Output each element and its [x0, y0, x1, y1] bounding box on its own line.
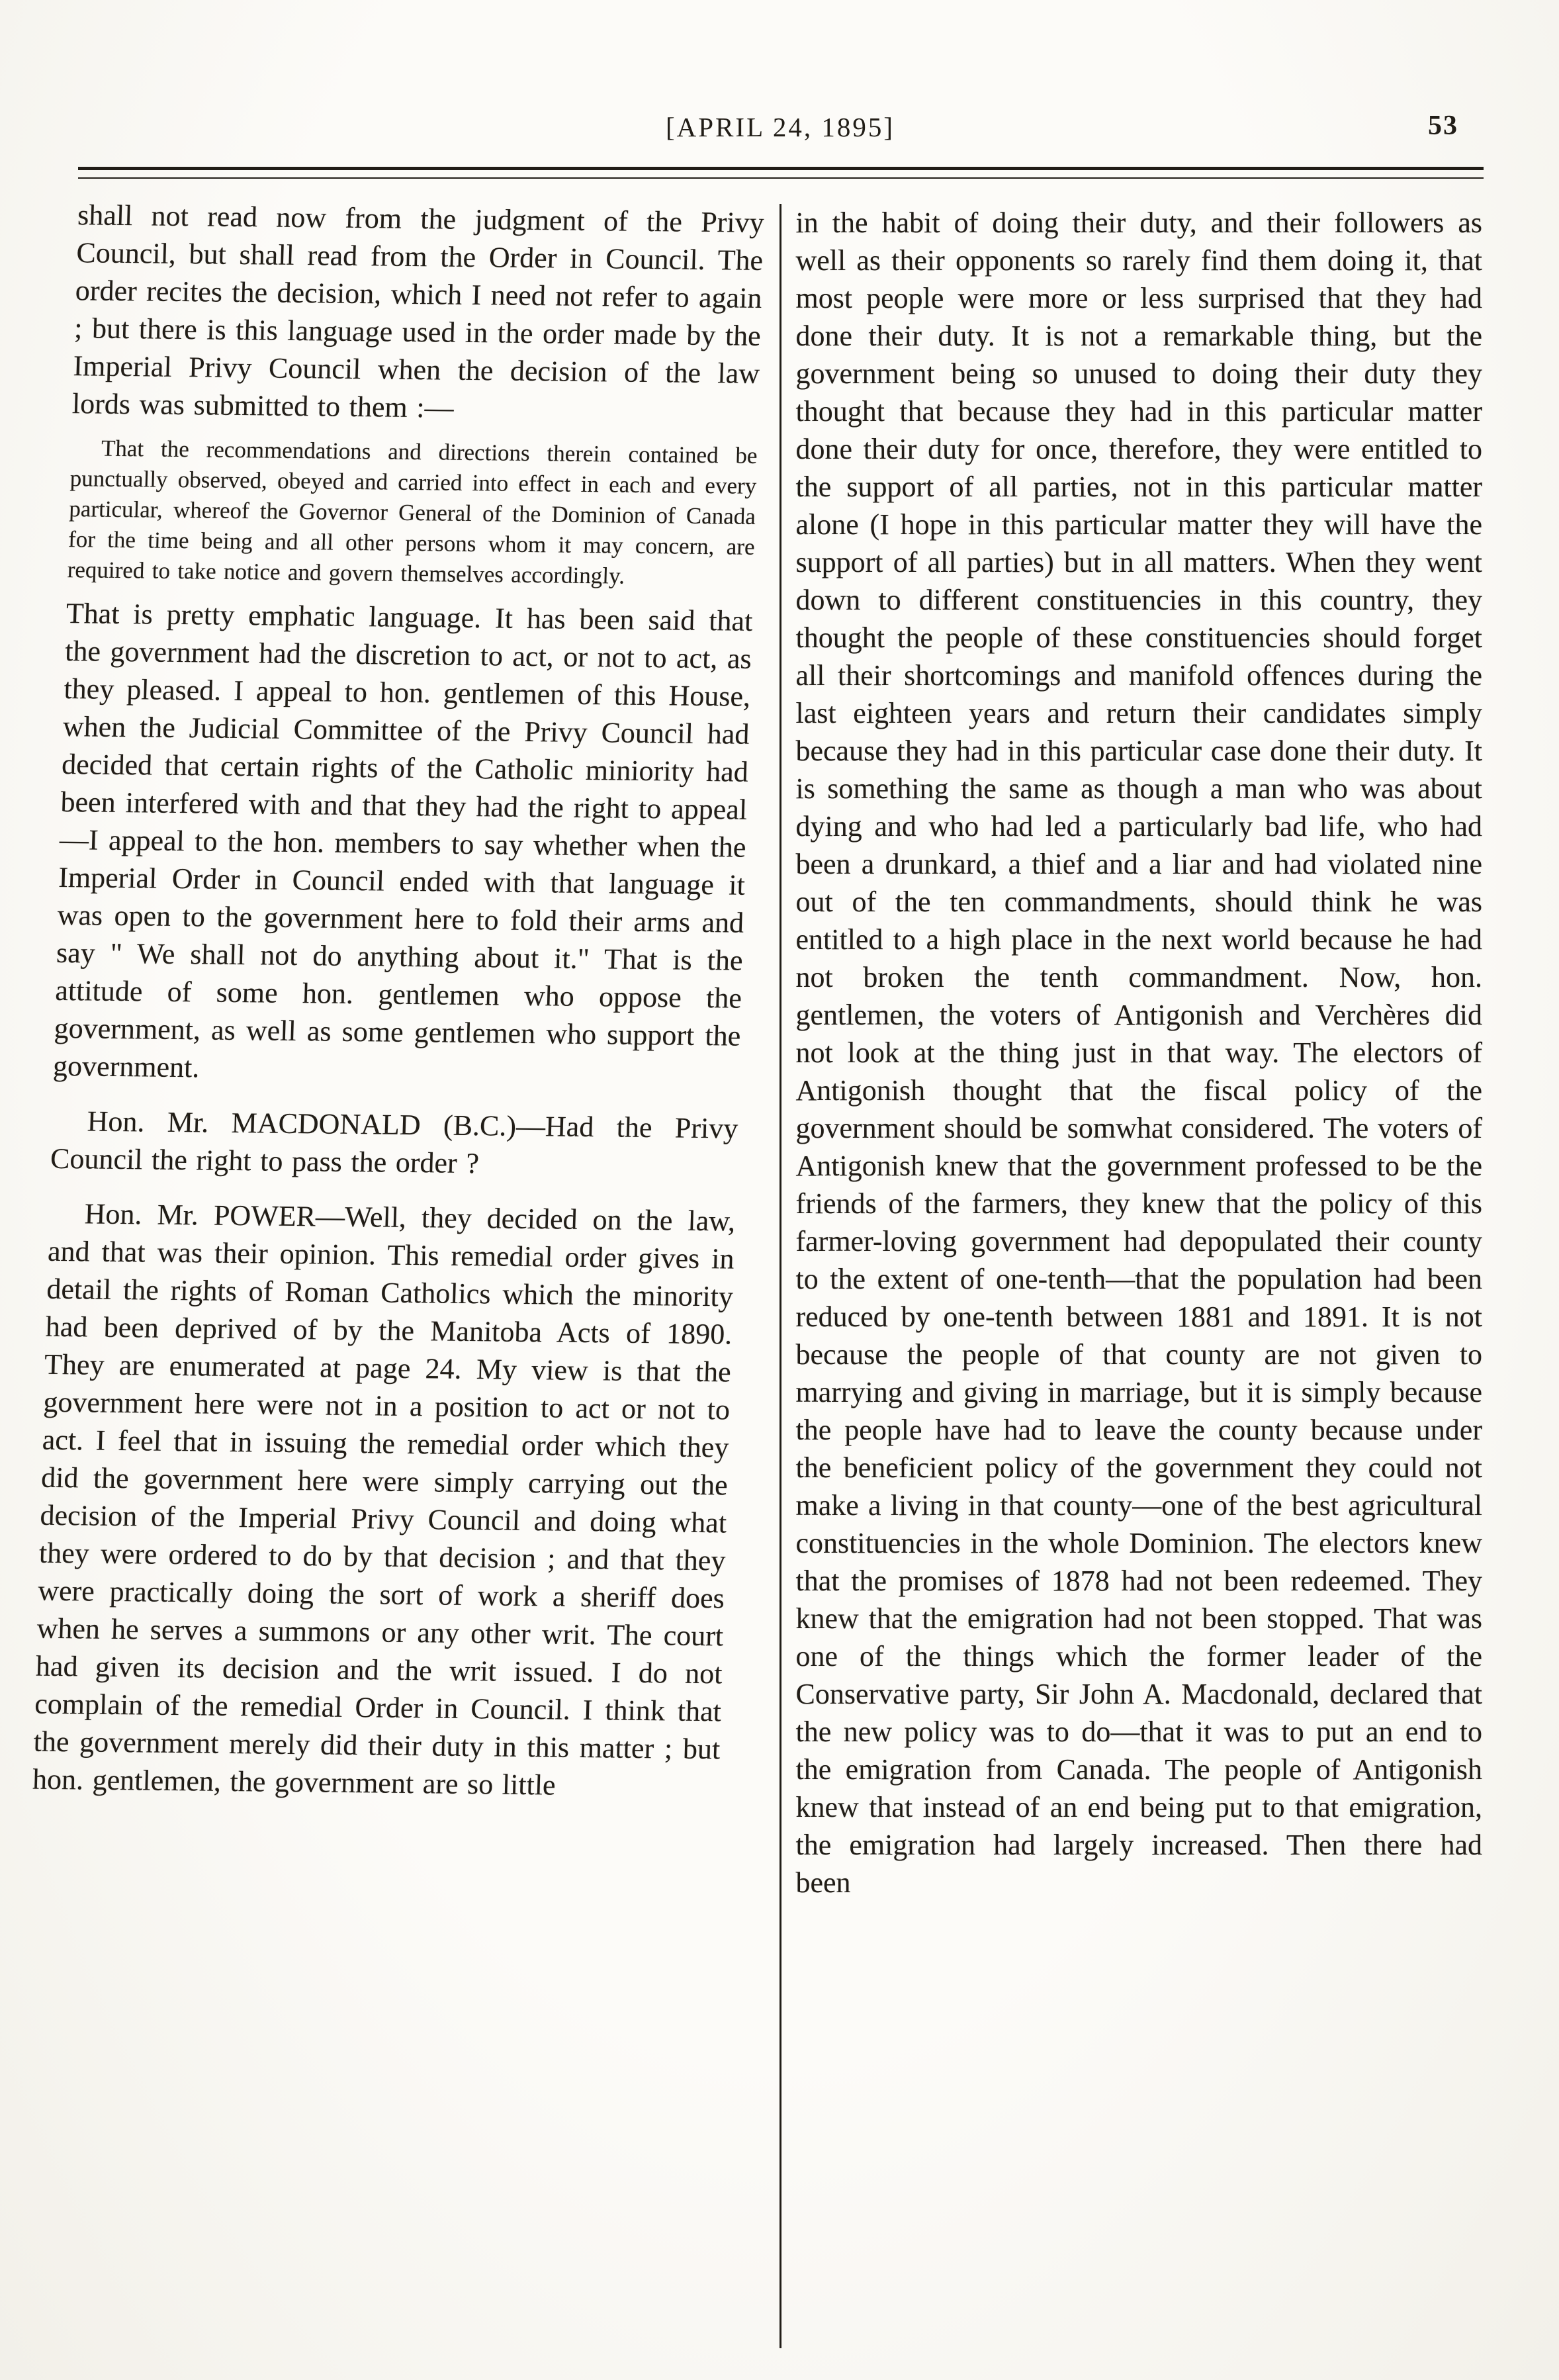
- header-rule-thin: [78, 177, 1484, 179]
- blockquote-order-in-council: That the recommendations and directions therein contained be punctually observed, obeyed and carried into effect in each and every particular, whereof the Governor General of the Dominion of Canada for the time being and all other persons whom it may concern, are required to take notice and govern themselves accordingly.: [67, 435, 758, 589]
- paragraph-body: That is pretty emphatic language. It has been said that the government had the discretion to act, or not to act, as they pleased. I appeal to hon. gentlemen of this House, when the Judicial Committee of the Privy Council had decided that certain rights of the Catholic miniority had been interfered with and that they had the right to appeal —I appeal to the hon. members to say whether when the Imperial Order in Council ended with that language it was open to the government here to fold their arms and say " We shall not do anything about it." That is the attitude of some hon. gentlemen who oppose the government, as well as some gentlemen who support the government.: [52, 597, 754, 1084]
- page-header: [78, 111, 1482, 152]
- page-number: 53: [1428, 111, 1458, 141]
- speech-power: Hon. Mr. POWER—Well, they decided on the law, and that was their opinion. This remedial order gives in detail the rights of Roman Catholics which the minority had been deprived of by the Manitoba Acts of 1890. They are enumerated at page 24. My view is that the government here were not in a position to act or not to act. I feel that in issuing the remedial order which they did the government here were simply carrying out the decision of the Imperial Privy Council and doing what they were ordered to do by that decision ; and that they were practically doing the sort of work a sheriff does when he serves a summons or any other writ. The court had given its decision and the writ issued. I do not complain of the remedial Order in Council. I think that the government merely did their duty in this matter ; but hon. gentlemen, the government are so little: [32, 1197, 736, 1802]
- column-divider-rule: [780, 204, 781, 2348]
- paragraph-continuation: in the habit of doing their duty, and their followers as well as their opponents so rarely find them doing it, that most people were more or less surprised that they had done their duty. It is not a remarkable thing, but the government being so unused to doing their duty they thought that because they had in this particular matter done their duty for once, therefore, they were entitled to the support of all parties, not in this particular matter alone (I hope in this particular matter they will have the support of all parties) but in all matters. When they went down to different constituencies in this country, they thought the people of these constituencies should forget all their shortcomings and manifold offences during the last eighteen years and return their candidates simply because they had in this particular case done their duty. It is something the same as though a man who was about dying and who had led a particularly bad life, who had been a drunkard, a thief and a liar and had violated nine out of the ten commandments, should think he was entitled to a high place in the next world because he had not broken the tenth commandment. Now, hon. gentlemen, the voters of Antigonish and Verchères did not look at the thing just in that way. The electors of Antigonish thought that the fiscal policy of the government should be somwhat considered. The voters of Antigonish knew that the government professed to be the friends of the farmers, they knew that the policy of this farmer-loving government had depopulated their county to the extent of one-tenth—that the population had been reduced by one-tenth between 1881 and 1891. It is not because the people of that county are not given to marrying and giving in marriage, but it is simply because the people have had to leave the county because under the beneficient policy of the government they could not make a living in that county—one of the best agricultural constituencies in the whole Dominion. The electors knew that the promises of 1878 had not been redeemed. They knew that the emigration had not been stopped. That was one of the things which the former leader of the Conservative party, Sir John A. Macdonald, declared that the new policy was to do—that it was to put an end to the emigration from Canada. The people of Antigonish knew that instead of an end being put to that emigration, the emigration had largely increased. Then there had been: [795, 206, 1482, 1899]
- left-column: [32, 199, 765, 2348]
- text-columns: [32, 199, 1482, 2348]
- paragraph-continuation: shall not read now from the judgment of the Privy Council, but shall read from the Order in Council. The order recites the decision, which I need not refer to again ; but there is this language used in the order made by the Imperial Privy Council when the decision of the law lords was submitted to them :—: [71, 199, 765, 424]
- left-column-content: [32, 196, 764, 1806]
- header-rule-thick: [78, 167, 1484, 170]
- right-column: [796, 204, 1483, 2348]
- speech-macdonald: Hon. Mr. MACDONALD (B.C.)—Had the Privy Council the right to pass the order ?: [50, 1105, 738, 1180]
- header-date-line: [APRIL 24, 1895]: [666, 112, 895, 142]
